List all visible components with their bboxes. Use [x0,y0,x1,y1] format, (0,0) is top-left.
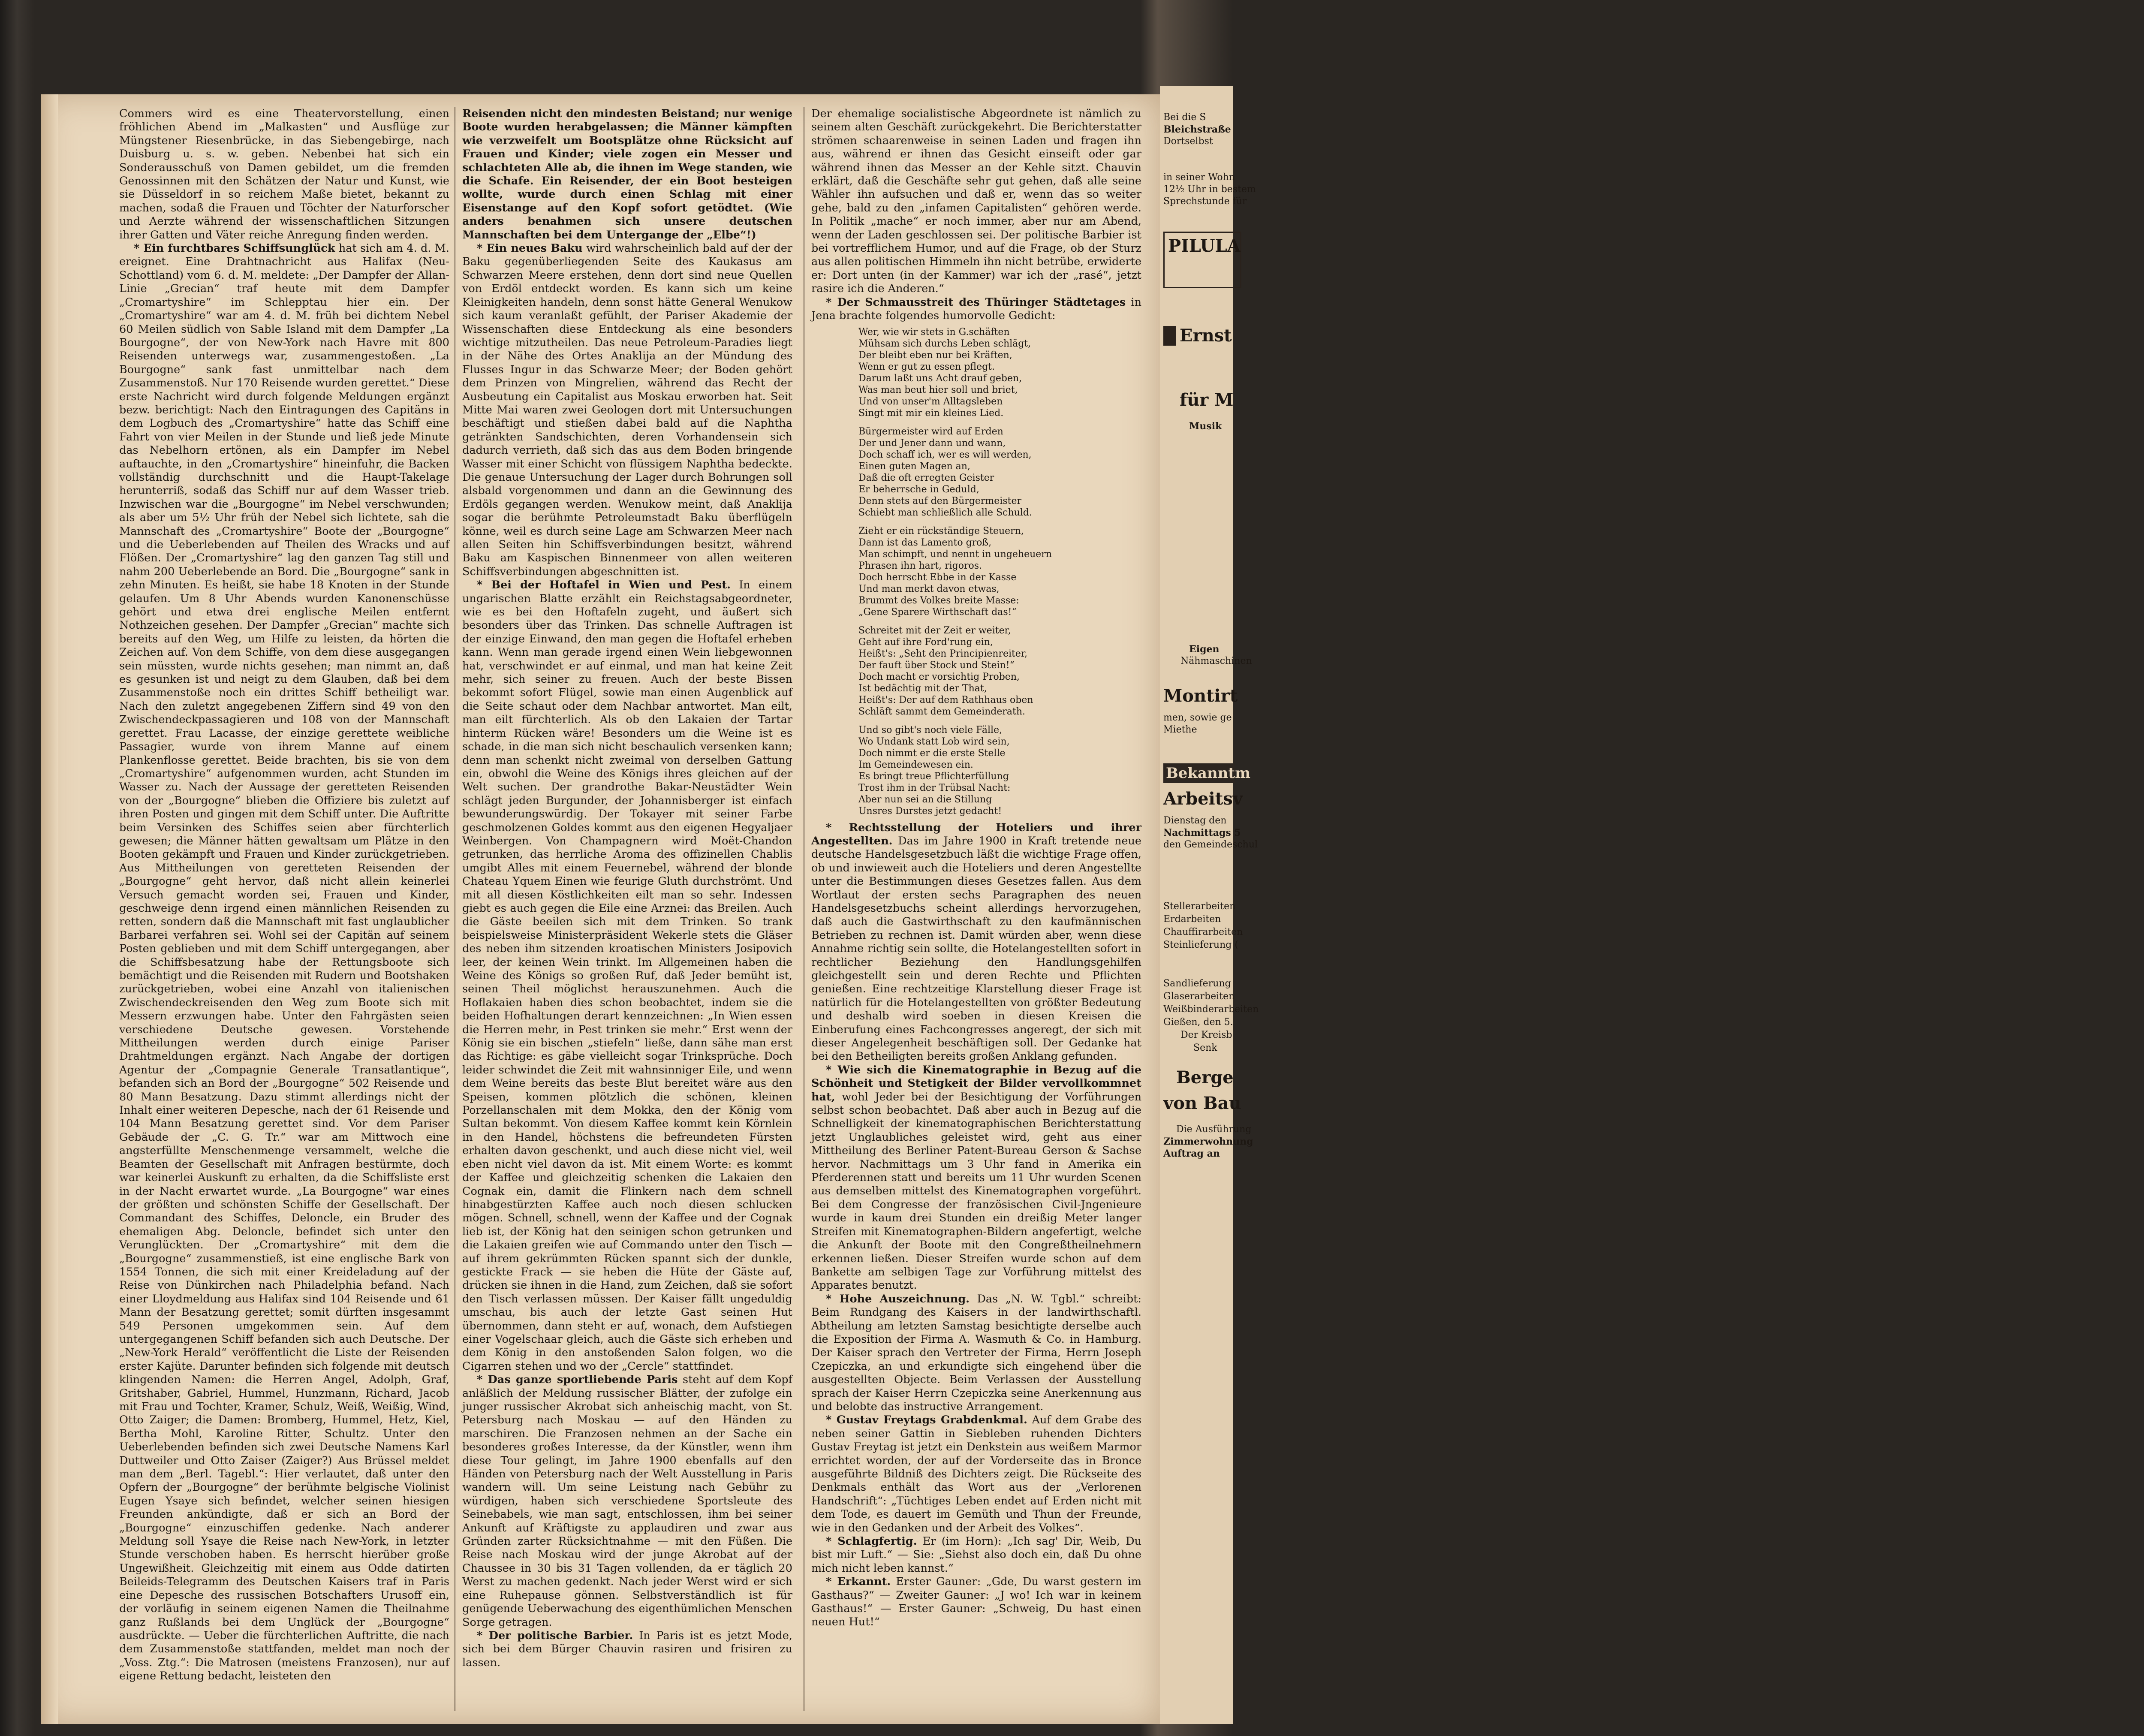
poem-line: Der und Jener dann und wann, [858,437,1006,449]
article-heading: * Ein furchtbares Schiffsunglück [134,242,335,255]
ad-fragment-text: in seiner Wohn [1163,172,1235,183]
article-body: In einem ungarischen Blatte erzählt ein Reichstagsabgeordneter, wie es bei den Hoftafeln zugeht, und äußert sich besonders über das Trinken. Das schnelle Auftragen ist der einzige Einwand, den man gegen die Hoftafel erheben kann. Wenn man gerade irgend einen Wein liebgewonnen hat, verschwindet er auf einmal, und man hat keine Zeit mehr, sich seiner zu freuen. Auch der beste Bissen bekommt sofort Flügel, sowie man einen Augenblick auf die Seite schaut oder dem Nachbar antwortet. Man eilt, man eilt fürchterlich. Als ob den Lakaien der Tartar hinterm Rücken wäre! Besonders um die Weine ist es schade, in die man sich nicht beschaulich versenken kann; denn man schenkt nicht zweimal von derselben Gattung ein, obwohl die Weine des Königs ihres gleichen auf der Welt suchen. Der grandrothe Bakar-Neustädter Wein schlägt jeden Burgunder, der Johannisberger ist einfach bewunderungswürdig. Der Tokayer mit seiner Farbe geschmolzenen Goldes kommt aus den eigenen Hegyaljaer Weinbergen. Von Champagnern wird Moët-Chandon getrunken, das herrliche Aroma des offizinellen Chablis umgibt Alles mit einem Feuernebel, während der blonde Chateau Yquem Einen wie feurige Gluth durchströmt. Und mit all diesen Köstlichkeiten eilt man so sehr. Indessen giebt es auch gegen die Eile eine Arznei: das Breilen. Auch die Gäste beeilen sich mit dem Trinken. So trank beispielsweise Ministerpräsident Wekerle stets die Gläser des neben ihm sitzenden kroatischen Ministers Josipovich leer, der keinen Wein trinkt. Im Allgemeinen haben die Weine des Königs so großen Ruf, daß Jeder bemüht ist, seinen Theil möglichst herauszunehmen. Auch die Hoflakaien haben dies schon beobachtet, indem sie die beiden Hofhaltungen derart kennzeichnen: „In Wien essen die Herren mehr, in Pest trinken sie mehr.“ Erst wenn der König sie ein bischen „stiefeln“ ließe, dann sähe man erst das Richtige: es gäbe vielleicht sogar Trinksprüche. Doch leider schwindet die Zeit mit wahnsinniger Eile, und wenn dem Weine bereits das beste Blut bereitet wäre aus den Speisen, kommen plötzlich die schönen, kleinen Porzellanschalen mit dem Mokka, den der König vom Sultan bekommt. Von diesem Kaffee kommt kein Körnlein in den Handel, höchstens die befreundeten Fürsten erhalten davon geschenkt, und auch diese nicht viel, weil eben nicht viel davon da ist. Mit einem Worte: es kommt der Kaffee und gleichzeitig schenken die Lakaien den Cognak ein, damit die Flinkern nach dem schnell hinabgestürzten Kaffee auch noch diesen schlucken mögen. Schnell, schnell, wenn der Kaffee und der Cognak lieb ist, der König hat den seinigen schon getrunken und die Lakaien greifen wie auf Commando unter den Tisch — auf ihrem gekrümmten Rücken spannt sich der dunkle, gestickte Frack — sie heben die Hüte der Gäste auf, drücken sie ihnen in die Hand, zum Zeichen, daß sie sofort den Tisch verlassen müssen. Der Kaiser fällt ungeduldig umschau, bis auch der letzte Gast seinen Hut übernommen, dann steht er auf, wonach, dem Aufstiegen einer Vogelschaar gleich, auch die Gäste sich erheben und dem König in den anstoßenden Salon folgen, wo die Cigarren stehen und wo der „Cercle“ stattfindet. [462,579,793,1373]
ad-fragment-text: men, sowie ge [1163,712,1232,723]
ad-fragment-text: Erdarbeiten [1163,914,1221,925]
article-heading: * Gustav Freytags Grabdenkmal. [826,1414,1027,1427]
ad-fragment-text: 12½ Uhr in bestem [1163,184,1256,195]
poem-line: Doch herrscht Ebbe in der Kasse [858,572,1017,583]
poem-line: Der bleibt eben nur bei Kräften, [858,350,1012,361]
poem-line: Heißt's: Der auf dem Rathhaus oben [858,694,1033,705]
poem-line: Singt mit mir ein kleines Lied. [858,407,1004,419]
article-continuation-duesseldorf: Commers wird es eine Theatervorstellung, einen fröhlichen Abend im „Malkasten“ und Ausflüge zur Müngstener Riesenbrücke, in das Siebengebirge, nach Duisburg u. s. w. geben. Nebenbei hat sich ein Sonderausschuß von Damen gebildet, um die fremden Genossinnen mit den Schätzen der Natur und Kunst, wie sie Düsseldorf in so reichem Maße bietet, bekannt zu machen, sodaß die Frauen und Töchter der Naturforscher und Aerzte während der wissenschaftlichen Sitzungen ihrer Gatten und Väter reiche Anregung finden werden. [119,107,449,241]
column-1 [119,107,449,1720]
poem-line: Brummt des Volkes breite Masse: [858,595,1019,606]
ad-pilula: PILULA [1163,232,1241,288]
ad-fragment-text: Nachmittags 5 [1163,827,1241,838]
article-heading: * Wie sich die Kinematographie in Bezug auf die Schönheit und Stetigkeit der Bilder vervollkommnet hat, [811,1063,1141,1103]
ad-montirt: Montirt [1163,686,1238,706]
ad-fragment-text: Sprechstunde für [1163,196,1247,207]
poem-line: Er beherrsche in Geduld, [858,484,979,495]
poem-line: Und von unser'm Alltagsleben [858,396,1003,407]
poem-line: Heißt's: „Seht den Principienreiter, [858,648,1027,659]
poem-line: Was man beut hier soll und briet, [858,384,1018,395]
article-heading: * Bei der Hoftafel in Wien und Pest. [477,579,731,592]
article-body: Das „N. W. Tgbl.“ schreibt: Beim Rundgang des Kaisers in der landwirthschaftl. Abtheilung am letzten Samstag besichtigte derselbe auch die Exposition der Firma A. Wasmuth & Co. in Hamburg. Der Kaiser sprach den Vertreter der Firma, Herrn Joseph Czepiczka, an und erkundigte sich eingehend über die ausgestellten Objecte. Beim Verlassen der Ausstellung sprach der Kaiser Herrn Czepiczka seine Anerkennung aus und belobte das instructive Arrangement. [811,1292,1141,1413]
article-heading: * Rechtsstellung der Hoteliers und ihrer Angestellten. [811,821,1141,847]
adjacent-page-strip [1160,86,1259,1724]
ad-bergebung: Berge [1176,1067,1234,1088]
poem-line: Im Gemeindewesen ein. [858,759,973,770]
arbeitsvergebung-heading: Arbeitsv [1163,789,1243,809]
poem-line: Schreitet mit der Zeit er weiter, [858,625,1011,636]
poem-line: Bürgermeister wird auf Erden [858,426,1003,437]
article-hoftafel [462,579,792,1373]
poem-line: Aber nun sei an die Stillung [858,794,992,805]
article-body: hat sich am 4. d. M. ereignet. Eine Drahtnachricht aus Halifax (Neu-Schottland) vom 6. d. M. meldete: „Der Dampfer der Allan-Linie „Grecian“ traf heute mit dem Dampfer „Cromartyshire“ im Schlepptau hier ein. Der „Cromartyshire“ war am 4. d. M. früh bei dichtem Nebel 60 Meilen südlich von Sable Island mit dem Dampfer „La Bourgogne“, der von New-York nach Havre mit 800 Reisenden unterwegs war, zusammengestoßen. „La Bourgogne“ sank fast unmittelbar nach dem Zusammenstoß. Nur 170 Reisende wurden gerettet.“ Diese erste Nachricht wird durch folgende Meldungen ergänzt bezw. berichtigt: Nach den Eintragungen des Capitäns in dem Logbuch des „Cromartyshire“ hatte das Schiff eine Fahrt von vier Meilen in der Stunde und ließ jede Minute das Nebelhorn ertönen, als ein Dampfer im Nebel auftauchte, in den „Cromartyshire“ hineinfuhr, die Backen vollständig durchschnitt und die Haupt-Takelage herunterriß, sodaß das Schiff nur auf dem Wasser trieb. Inzwischen war die „Bourgogne“ im Nebel verschwunden; als aber um 5½ Uhr früh der Nebel sich lichtete, sah die Mannschaft des „Cromartyshire“ Boote der „Bourgogne“ und die Ueberlebenden auf Theilen des Wracks und auf Flößen. Der „Cromartyshire“ lag den ganzen Tag still und nahm 200 Ueberlebende an Bord. Die „Bourgogne“ sank in zehn Minuten. Es heißt, sie habe 18 Knoten in der Stunde gelaufen. Um 8 Uhr Abends wurden Kanonenschüsse gehört und etwa drei englische Meilen entfernt Nothzeichen gesehen. Der Dampfer „Grecian“ machte sich bereits auf den Weg, um Hilfe zu leisten, da hörten die Zeichen auf. Von dem Schiffe, von dem diese ausgegangen sein müssten, wurde nichts gesehen; man nimmt an, daß es gesunken ist und neigt zu dem Glauben, daß bei dem Zusammenstoße noch ein drittes Schiff betheiligt war. Nach den zuletzt angegebenen Ziffern sind 49 von den Zwischendeckpassagieren und 108 von der Mannschaft gerettet. Frau Lacasse, der einzige gerettete weibliche Passagier, wurde von ihrem Manne auf einem Plankenflosse gerettet. Beide brachten, bis sie von dem „Cromartyshire“ aufgenommen wurden, acht Stunden im Wasser zu. Nach der Aussage der geretteten Reisenden von der „Bourgogne“ blieben die Offiziere bis zuletzt auf ihren Posten und gingen mit dem Schiff unter. Die Auftritte beim Versinken des Schiffes seien aber fürchterlich gewesen; die Männer hätten gewaltsam um Plätze in den Booten gekämpft und Frauen und Kinder zurückgetrieben. Aus Mittheilungen von geretteten Reisenden der „Bourgogne“ geht hervor, daß nicht allein keinerlei Versuch gemacht worden sei, Frauen und Kinder, geschweige denn irgend einen männlichen Reisenden zu retten, sondern daß die Mannschaft mit fast unglaublicher Barbarei verfahren sei. Wohl sei der Capitän auf seinem Posten geblieben und mit dem Schiff untergegangen, aber die Schiffsbesatzung habe der Rettungsboote sich bemächtigt und die Reisenden mit Rudern und Bootshaken zurückgetrieben, wobei eine Anzahl von italienischen Zwischendeckreisenden den Weg zum Boote sich mit Messern erzwungen habe. Unter den Fahrgästen seien verschiedene Deutsche gewesen. Vorstehende Mittheilungen werden durch einige Pariser Drahtmeldungen ergänzt. Nach Angabe der dortigen Agentur der „Compagnie Generale Transatlantique“, befanden sich an Bord der „Bourgogne“ 502 Reisende und 80 Mann Besatzung. Dazu stimmt allerdings nicht der Inhalt einer weiteren Depesche, nach der 61 Reisende und 104 Mann Besatzung gerettet sind. Vor dem Pariser Gebäude der „C. G. Tr.“ war am Mittwoch eine angsterfüllte Menschenmenge versammelt, welche die Beamten der Gesellschaft mit Anfragen bestürmte, doch war keinerlei Auskunft zu erhalten, da die Schiffsliste erst in der Nacht erwartet wurde. „La Bourgogne“ war eines der größten und schönsten Schiffe der Gesellschaft. Der Commandant des Schiffes, Deloncle, ein Bruder des ehemaligen Abg. Deloncle, befindet sich unter den Verunglückten. Der „Cromartyshire“ mit dem die „Bourgogne“ zusammenstieß, ist eine englische Bark von 1554 Tonnen, die sich mit einer Kreideladung auf der Reise von Dünkirchen nach Philadelphia befand. Nach einer Lloydmeldung aus Halifax sind 104 Reisende und 61 Mann der Besatzung gerettet; somit dürften insgesammt 549 Personen umgekommen sein. Auf dem untergegangenen Schiff befanden sich auch Deutsche. Der „New-York Herald“ veröffentlicht die Liste der Reisenden erster Kajüte. Darunter befinden sich folgende mit deutsch klingenden Namen: die Herren Angel, Adolph, Graf, Gritshaber, Gabriel, Hummel, Hunzmann, Richard, Jacob mit Frau und Tochter, Kramer, Schulz, Weiß, Weißig, Wind, Otto Zaiger; die Damen: Bromberg, Hummel, Hetz, Kiel, Bertha Mohl, Karoline Ritter, Schultz. Unter den Ueberlebenden befinden sich zwei Deutsche Namens Karl Duttweiler und Otto Zaiser (Zaiger?) Aus Brüssel meldet man dem „Berl. Tagebl.“: Hier verlautet, daß unter den Opfern der „Bourgogne“ der berühmte belgische Violinist Eugen Ysaye sich befindet, welcher seinen hiesigen Freunden ankündigte, daß er sich an Bord der „Bourgogne“ einzuschiffen gedenke. Nach anderer Meldung soll Ysaye die Reise nach New-York, in letzter Stunde verschoben haben. Es herrscht hierüber große Ungewißheit. Gleichzeitig mit einem aus Odde datirten Beileids-Telegramm des Deutschen Kaisers traf in Paris eine Depesche des russischen Botschafters Urusoff ein, der vorläufig in seinem eigenen Namen die Theilnahme ganz Rußlands bei dem Unglück der „Bourgogne“ ausdrückte. — Ueber die fürchterlichen Auftritte, die nach dem Zusammenstoße stattfanden, meldet man noch der „Voss. Ztg.“: Die Matrosen (meistens Franzosen), nur auf eigene Rettung bedacht, leisteten den [119,242,450,1683]
poem-line: Und man merkt davon etwas, [858,583,1000,594]
poem-line: Man schimpft, und nennt in ungeheuern [858,549,1052,560]
poem-line: Es bringt treue Pflichterfüllung [858,771,1009,782]
poem-line: Der fauft über Stock und Stein!“ [858,660,1015,671]
poem-line: Doch schaff ich, wer es will werden, [858,449,1032,460]
poem-line: „Gene Sparere Wirthschaft das!“ [858,606,1017,618]
ad-fuer-musik: für M [1180,390,1234,410]
poem-line: Dann ist das Lamento groß, [858,537,992,548]
article-body: Er (im Horn): „Ich sag' Dir, Weib, Du bist mir Luft.“ — Sie: „Siehst also doch ein, daß Du ohne mich nicht leben kannst.“ [811,1535,1141,1575]
poem-stanza-gap [858,618,1141,625]
article-body: steht auf dem Kopf anläßlich der Meldung russischer Blätter, der zufolge ein junger russischer Akrobat sich anheischig macht, von St. Petersburg nach Moskau — auf den Händen zu marschiren. Die Franzosen nehmen an der Sache ein besonderes großes Interesse, da der Künstler, wenn ihm diese Tour gelingt, im Jahre 1900 ebenfalls auf den Händen von Petersburg nach der Welt Ausstellung in Paris wandern will. Um seine Leistung nach Gebühr zu würdigen, haben sich verschiedene Sportsleute des Seinebabels, wie man sagt, entschlossen, ihm bei seiner Ankunft auf Kräftigste zu applaudiren und zwar aus Gründen zarter Rücksichtnahme — mit den Füßen. Die Reise nach Moskau wird der junge Akrobat auf der Chaussee in 30 bis 31 Tagen vollenden, da er täglich 20 Werst zu machen gedenkt. Nach jeder Werst wird er sich eine Ruhepause gönnen. Selbstverständlich ist für genügende Ueberwachung des eigenthümlichen Menschen Sorge getragen. [462,1373,792,1629]
poem-line: Ist bedächtig mit der That, [858,683,987,694]
article-erkannt [811,1575,1141,1629]
ad-fragment-text: Glaserarbeiten [1163,991,1235,1002]
poem-line: Darum laßt uns Acht drauf geben, [858,373,1022,384]
article-kinematographie [811,1064,1141,1293]
article-sportliebende-paris [462,1373,792,1629]
bekanntmachung-heading: Bekanntm [1163,763,1235,783]
article-body: Auf dem Grabe des neben seiner Gattin in Siebleben ruhenden Dichters Gustav Freytag ist jetzt ein Denkstein aus weißem Marmor errichtet worden, der auf der Vorderseite das in Bronce ausgeführte Bildniß des Dichters zeigt. Die Rückseite des Denkmals enthält das Wort aus der „Verlorenen Handschrift“: „Tüchtiges Leben endet auf Erden nicht mit dem Tode, es dauert im Gemüth und Thun der Freunde, wie in den Gedanken und der Arbeit des Volkes“. [811,1414,1141,1534]
article-heading: * Hohe Auszeichnung. [826,1292,970,1305]
poem-line: Wo Undank statt Lob wird sein, [858,736,1010,747]
ad-fragment-text: Die Ausführung [1176,1124,1252,1135]
poem-line: Und so gibt's noch viele Fälle, [858,724,1003,735]
article-heading: * Das ganze sportliebende Paris [477,1373,678,1386]
poem-line: Wer, wie wir stets in G.schäften [858,326,1010,338]
ad-ernst: Ernst [1163,326,1248,346]
ad-fragment-text: Auftrag an [1163,1148,1220,1159]
article-body: Das im Jahre 1900 in Kraft tretende neue deutsche Handelsgesetzbuch läßt die wichtige Frage offen, ob und inwieweit auch die Hoteliers und deren Angestellte unter die Bestimmungen dieses Gesetzes fallen. Aus dem Wortlaut der ersten sechs Paragraphen des neuen Handelsgesetzbuchs scheint allerdings hervorzugehen, daß auch die Gastwirthschaft zu den kaufmännischen Betrieben zu rechnen ist. Damit würden aber, wenn diese Annahme richtig sein sollte, die Hotelangestellten sofort in rechtlicher Beziehung den Handlungsgehilfen gleichgestellt sein und deren Rechte und Pflichten genießen. Eine rechtzeitige Klarstellung dieser Frage ist natürlich für die Hotelangestellten von größter Bedeutung und deshalb wird soeben in diesen Kreisen die Einberufung eines Fachcongresses angeregt, der sich mit dieser Angelegenheit beschäftigen soll. Der Gedanke hat bei den Betheiligten bereits großen Anklang gefunden. [811,834,1141,1063]
ad-fragment-text: Steinlieferung ( [1163,940,1238,950]
article-body: Erster Gauner: „Gde, Du warst gestern im Gasthaus?“ — Zweiter Gauner: „J wo! Ich war in keinem Gasthaus!“ — Erster Gauner: „Schweig, Du hast einen neuen Hut!“ [811,1575,1141,1629]
poem-line: Trost ihm in der Trübsal Nacht: [858,782,1011,793]
article-body: wird wahrscheinlich bald auf der der Baku gegenüberliegenden Seite des Kaukasus am Schwarzen Meere erstehen, denn dort sind neue Quellen von Erdöl entdeckt worden. Es kann sich um keine Kleinigkeiten handeln, denn sonst hätte General Wenukow sich kaum veranlaßt gefühlt, der Pariser Akademie der Wissenschaften diese Entdeckung als eine besonders wichtige mitzutheilen. Das neue Petroleum-Paradies liegt in der Nähe des Ortes Anaklija an der Mündung des Flusses Ingur in das Schwarze Meer; der Boden gehört dem Prinzen von Mingrelien, während das Recht der Ausbeutung ein Capitalist aus Moskau erworben hat. Seit Mitte Mai waren zwei Geologen dort mit Untersuchungen beschäftigt und stießen dabei bald auf die Naphtha getränkten Sandschichten, deren Vorhandensein sich dadurch verrieth, daß sich das aus dem Boden bringende Wasser mit einer Schicht von flüssigem Naphtha bedeckte. Die genaue Untersuchung der Lager durch Bohrungen soll alsbald vorgenommen und dann an die Gewinnung des Erdöls gegangen werden. Wenukow meint, daß Anaklija sogar die berühmte Petroleumstadt Baku überflügeln könne, weil es durch seine Lage am Schwarzen Meer nach allen Seiten hin Schiffsverbindungen besitzt, während Baku am Kaspischen Binnenmeer von allen weiteren Schiffsverbindungen abgeschnitten ist. [462,242,792,578]
poem-line: Zieht er ein rückständige Steuern, [858,525,1024,536]
article-hoteliers [811,821,1141,1064]
article-body: In Paris ist es jetzt Mode, sich bei dem Bürger Chauvin rasiren und frisiren zu lassen. [462,1629,792,1669]
ad-fragment-text: Nähmaschinen [1180,656,1252,666]
poem-line: Geht auf ihre Ford'rung ein, [858,636,993,648]
article-heading: * Der Schmausstreit des Thüringer Städtetages [826,295,1126,309]
ad-fragment-text: Der Kreisb [1180,1030,1232,1040]
ad-fragment-text: Senk [1193,1043,1217,1053]
poem-line: Einen guten Magen an, [858,461,970,472]
poem-line: Wenn er gut zu essen pflegt. [858,361,995,372]
poem-stanza-gap [858,717,1141,724]
ad-fragment-text: Eigen [1189,644,1220,655]
article-neues-baku [462,242,792,579]
ad-fragment-text: Musik [1189,421,1222,432]
poem-line: Phrasen ihn hart, rigoros. [858,560,982,571]
poem-block [858,326,1141,817]
article-body: wohl Jeder bei der Besichtigung der Vorführungen selbst schon beobachtet. Daß aber auch in Bezug auf die Schnelligkeit der kinematographischen Berichterstattung jetzt Unglaubliches geleistet wird, geht aus einer Mittheilung des Berliner Patent-Bureau Gerson & Sachse hervor. Nachmittags um 3 Uhr fand in Amerika ein Pferderennen statt und bereits um 11 Uhr wurden Scenen aus demselben mittelst des Kinematographen vorgeführt. Bei dem Congresse der französischen Civil-Jngenieure wurde in kaum drei Stunden ein dreißig Meter langer Streifen mit Kinematographen-Bildern angefertigt, welche die Ankunft der Boote mit den Congreßtheilnehmern erkennen ließen. Dieser Streifen wurde schon auf dem Bankette am selbigen Tage zur Vorführung mittelst des Apparates benutzt. [811,1090,1141,1292]
poem-line: Doch nimmt er die erste Stelle [858,747,1006,759]
ad-fragment-text: Bleichstraße [1163,124,1231,135]
column-3 [811,107,1141,1720]
article-heading: * Der politische Barbier. [477,1629,633,1642]
page-binding-edge [41,94,58,1724]
article-schlagfertig [811,1535,1141,1575]
ad-fragment-text: Chauffirarbeiten [1163,927,1243,937]
ad-fragment-text: Gießen, den 5. [1163,1017,1233,1028]
ad-fragment-text: Stellerarbeiten [1163,901,1236,912]
poem-stanza-gap [858,518,1141,525]
article-heading: * Ein neues Baku [477,242,583,255]
poem-line: Unsres Durstes jetzt gedacht! [858,805,1002,817]
ad-fragment-text: den Gemeindeschul [1163,839,1258,850]
ad-von-bau: von Bau [1163,1093,1241,1113]
article-heading: * Erkannt. [826,1575,891,1588]
article-schmausstreit [811,296,1141,323]
article-heading: * Schlagfertig. [826,1535,917,1548]
ad-fragment-text: Sandlieferung [1163,978,1231,989]
article-freytag-grabdenkmal [811,1414,1141,1535]
article-politische-barbier [462,1629,792,1670]
poem-line: Mühsam sich durchs Leben schlägt, [858,338,1031,349]
poem-stanza-gap [858,419,1141,426]
column-2 [462,107,792,1720]
ad-fragment-text: Miethe [1163,724,1197,735]
poem-line: Denn stets auf den Bürgermeister [858,495,1022,506]
article-continuation-barbier: Der ehemalige socialistische Abgeordnete ist nämlich zu seinem alten Geschäft zurückgekehrt. Die Berichterstatter strömen schaarenweise in seinen Laden und fragen ihn aus, während er ihnen das Gesicht einseift oder gar während ihnen das Messer an der Kehle sitzt. Chauvin erklärt, daß die Geschäfte sehr gut gehen, daß alle seine Wähler ihn aufsuchen und daß er, wenn das so weiter gehe, bald zu den „infamen Capitalisten“ gehören werde. In Politik „mache“ er noch immer, aber nur am Abend, wenn der Laden geschlossen sei. Der politische Barbier ist bei vortrefflichem Humor, und auf die Frage, ob der Sturz aus allen politischen Himmeln ihn nicht betrübe, erwiderte er: Dort unten (in der Kammer) war ich der „rasé“, jetzt rasire ich die Anderen.“ [811,107,1141,295]
poem-line: Doch macht er vorsichtig Proben, [858,671,1020,682]
article-body: in Jena brachte folgendes humorvolle Gedicht: [811,295,1142,322]
poem-line: Schiebt man schließlich alle Schuld. [858,507,1032,518]
article-schiffsunglueck [119,242,449,1683]
ad-fragment-text: Dortselbst [1163,136,1213,147]
article-continuation-bourgogne: Reisenden nicht den mindesten Beistand; nur wenige Boote wurden herabgelassen; die Männer kämpften wie verzweifelt um Bootsplätze ohne Rücksicht auf Frauen und Kinder; viele zogen ein Messer und schlachteten Alle ab, die ihnen im Wege standen, wie die Schafe. Ein Reisender, der ein Boot besteigen wollte, wurde durch einen Schlag mit einer Eisenstange auf den Kopf sofort getödtet. (Wie anders benahmen sich unsere deutschen Mannschaften bei dem Untergange der „Elbe“!) [462,107,792,241]
ad-fragment-text: Weißbinderarbeiten [1163,1004,1259,1015]
ad-fragment-text: Bei die S [1163,112,1206,123]
poem-line: Daß die oft erregten Geister [858,472,994,483]
ad-fragment-text: Dienstag den [1163,815,1227,826]
poem-line: Schläft sammt dem Gemeinderath. [858,706,1026,717]
article-hohe-auszeichnung [811,1293,1141,1414]
ad-fragment-text: Zimmerwohnung [1163,1136,1253,1147]
